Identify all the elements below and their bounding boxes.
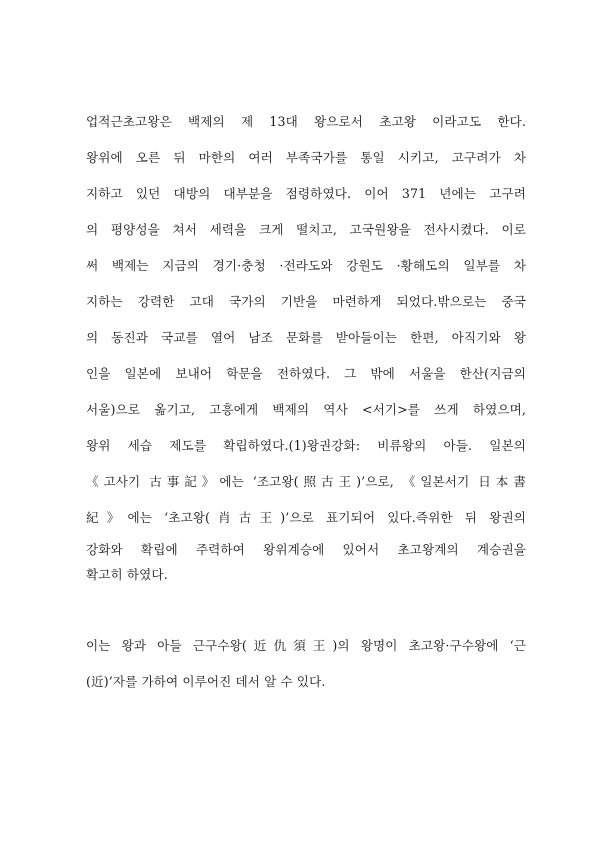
text-line: 紀》에는 ‘초고왕(肖古王)’으로 표기되어 있다.즉위한 뒤 왕권의 [86, 510, 526, 525]
text-line: 써 백제는 지금의 경기·충청 ·전라도와 강원도 ·황해도의 일부를 차 [86, 258, 526, 273]
text-line: 확고히 하였다. [86, 567, 168, 582]
text-line: 왕위에 오른 뒤 마한의 여러 부족국가를 통일 시키고, 고구려가 차 [86, 150, 526, 165]
text-line: 지하는 강력한 고대 국가의 기반을 마련하게 되었다.밖으로는 중국 [86, 294, 526, 309]
text-line: (近)’자를 가하여 이루어진 데서 알 수 있다. [86, 674, 326, 689]
text-line: 인을 일본에 보내어 학문을 전하였다. 그 밖에 서울을 한산(지금의 [86, 366, 526, 381]
text-line: 왕위 세습 제도를 확립하였다.(1)왕권강화: 비류왕의 아들. 일본의 [86, 438, 526, 453]
text-line: 서울)으로 옮기고, 고흥에게 백제의 역사 <서기>를 쓰게 하였으며, [86, 402, 526, 417]
text-line: 의 평양성을 쳐서 세력을 크게 떨치고, 고국원왕을 전사시켰다. 이로 [86, 222, 526, 237]
text-line: 강화와 확립에 주력하여 왕위계승에 있어서 초고왕계의 계승권을 [86, 542, 526, 557]
text-line: 이는 왕과 아들 근구수왕(近仇須王)의 왕명이 초고왕·구수왕에 ‘근 [86, 638, 526, 653]
text-line: 의 동진과 국교를 열어 남조 문화를 받아들이는 한편, 아직기와 왕 [86, 330, 526, 345]
text-line: 업적근초고왕은 백제의 제 13대 왕으로서 초고왕 이라고도 한다. [86, 114, 526, 129]
text-line: 《고사기 古事記》에는 ‘조고왕(照古王)’으로, 《일본서기 日本書 [86, 474, 526, 489]
text-line: 지하고 있던 대방의 대부분을 점령하였다. 이어 371 년에는 고구려 [86, 186, 526, 201]
